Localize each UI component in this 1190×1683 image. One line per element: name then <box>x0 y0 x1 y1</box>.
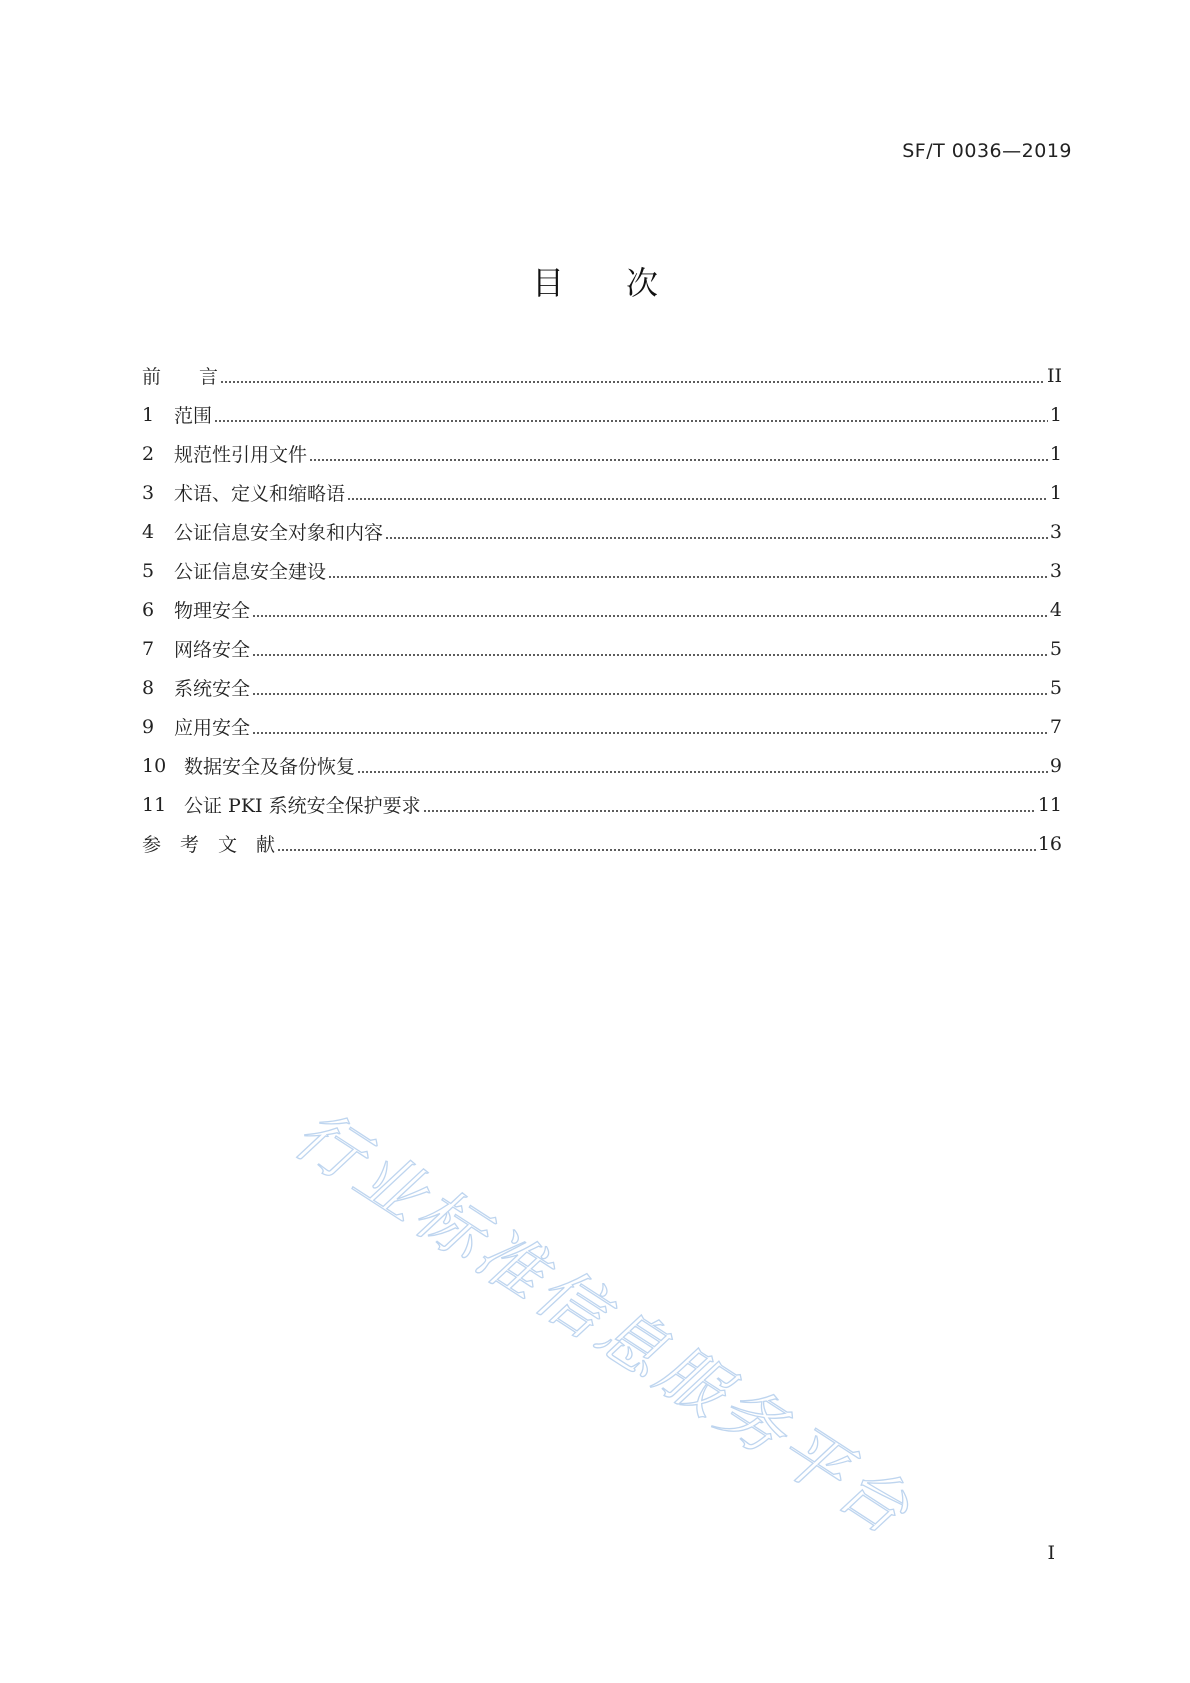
toc-entry-number: 5 <box>142 559 155 582</box>
toc-entry-page: 16 <box>1037 832 1062 855</box>
toc-entry-page: 4 <box>1049 598 1062 621</box>
toc-entry-page: 11 <box>1037 793 1062 816</box>
toc-entry-page: 7 <box>1049 715 1062 738</box>
toc-entry-label: 公证 PKI 系统安全保护要求 <box>184 795 421 817</box>
toc-entry-label: 系统安全 <box>174 678 251 700</box>
toc-entry-6[interactable] <box>142 590 1062 629</box>
dot-leader <box>423 809 1036 813</box>
toc-entry-4[interactable] <box>142 512 1062 551</box>
toc-entry-label: 公证信息安全对象和内容 <box>174 522 384 544</box>
table-of-contents <box>142 356 1062 863</box>
toc-entry-label: 规范性引用文件 <box>174 444 308 466</box>
dot-leader <box>328 575 1048 579</box>
toc-entry-number: 2 <box>142 442 155 465</box>
toc-entry-label: 网络安全 <box>174 639 251 661</box>
toc-entry-bibliography[interactable] <box>142 824 1062 863</box>
toc-entry-11[interactable] <box>142 785 1062 824</box>
toc-entry-page: 3 <box>1049 520 1062 543</box>
toc-entry-page: 3 <box>1049 559 1062 582</box>
dot-leader <box>252 614 1048 618</box>
toc-entry-page: 1 <box>1049 403 1062 426</box>
page-number: I <box>1047 1542 1055 1564</box>
toc-entry-number: 7 <box>142 637 155 660</box>
toc-entry-2[interactable] <box>142 434 1062 473</box>
toc-entry-label: 应用安全 <box>174 717 251 739</box>
toc-entry-number: 4 <box>142 520 155 543</box>
dot-leader <box>385 536 1048 540</box>
toc-entry-page: 5 <box>1049 637 1062 660</box>
toc-entry-number: 8 <box>142 676 155 699</box>
toc-entry-9[interactable] <box>142 707 1062 746</box>
toc-entry-5[interactable] <box>142 551 1062 590</box>
toc-entry-label: 术语、定义和缩略语 <box>174 483 346 505</box>
toc-entry-page: 5 <box>1049 676 1062 699</box>
dot-leader <box>309 458 1048 462</box>
toc-entry-page: II <box>1046 364 1062 387</box>
dot-leader <box>214 419 1048 423</box>
dot-leader <box>252 653 1048 657</box>
toc-entry-label: 物理安全 <box>174 600 251 622</box>
toc-entry-number: 6 <box>142 598 155 621</box>
dot-leader <box>252 731 1048 735</box>
dot-leader <box>347 497 1048 501</box>
toc-entry-3[interactable] <box>142 473 1062 512</box>
document-code: SF/T 0036—2019 <box>902 140 1072 162</box>
toc-entry-page: 1 <box>1049 481 1062 504</box>
toc-entry-number: 10 <box>142 754 167 777</box>
dot-leader <box>357 770 1048 774</box>
toc-entry-10[interactable] <box>142 746 1062 785</box>
toc-entry-number: 9 <box>142 715 155 738</box>
toc-entry-page: 9 <box>1049 754 1062 777</box>
toc-entry-label: 参 考 文 献 <box>142 834 276 856</box>
toc-entry-7[interactable] <box>142 629 1062 668</box>
watermark: 行业标准信息服务平台 <box>280 1095 927 1552</box>
toc-entry-label: 数据安全及备份恢复 <box>184 756 356 778</box>
toc-entry-label: 前 言 <box>142 366 219 388</box>
page-title: 目次 <box>531 264 720 302</box>
toc-entry-number: 3 <box>142 481 155 504</box>
toc-entry-label: 范围 <box>174 405 213 427</box>
toc-entry-1[interactable] <box>142 395 1062 434</box>
toc-entry-foreword[interactable] <box>142 356 1062 395</box>
toc-entry-number: 1 <box>142 403 155 426</box>
toc-entry-8[interactable] <box>142 668 1062 707</box>
dot-leader <box>252 692 1048 696</box>
toc-entry-page: 1 <box>1049 442 1062 465</box>
dot-leader <box>277 848 1036 852</box>
toc-entry-label: 公证信息安全建设 <box>174 561 327 583</box>
dot-leader <box>220 380 1045 384</box>
toc-entry-number: 11 <box>142 793 167 816</box>
